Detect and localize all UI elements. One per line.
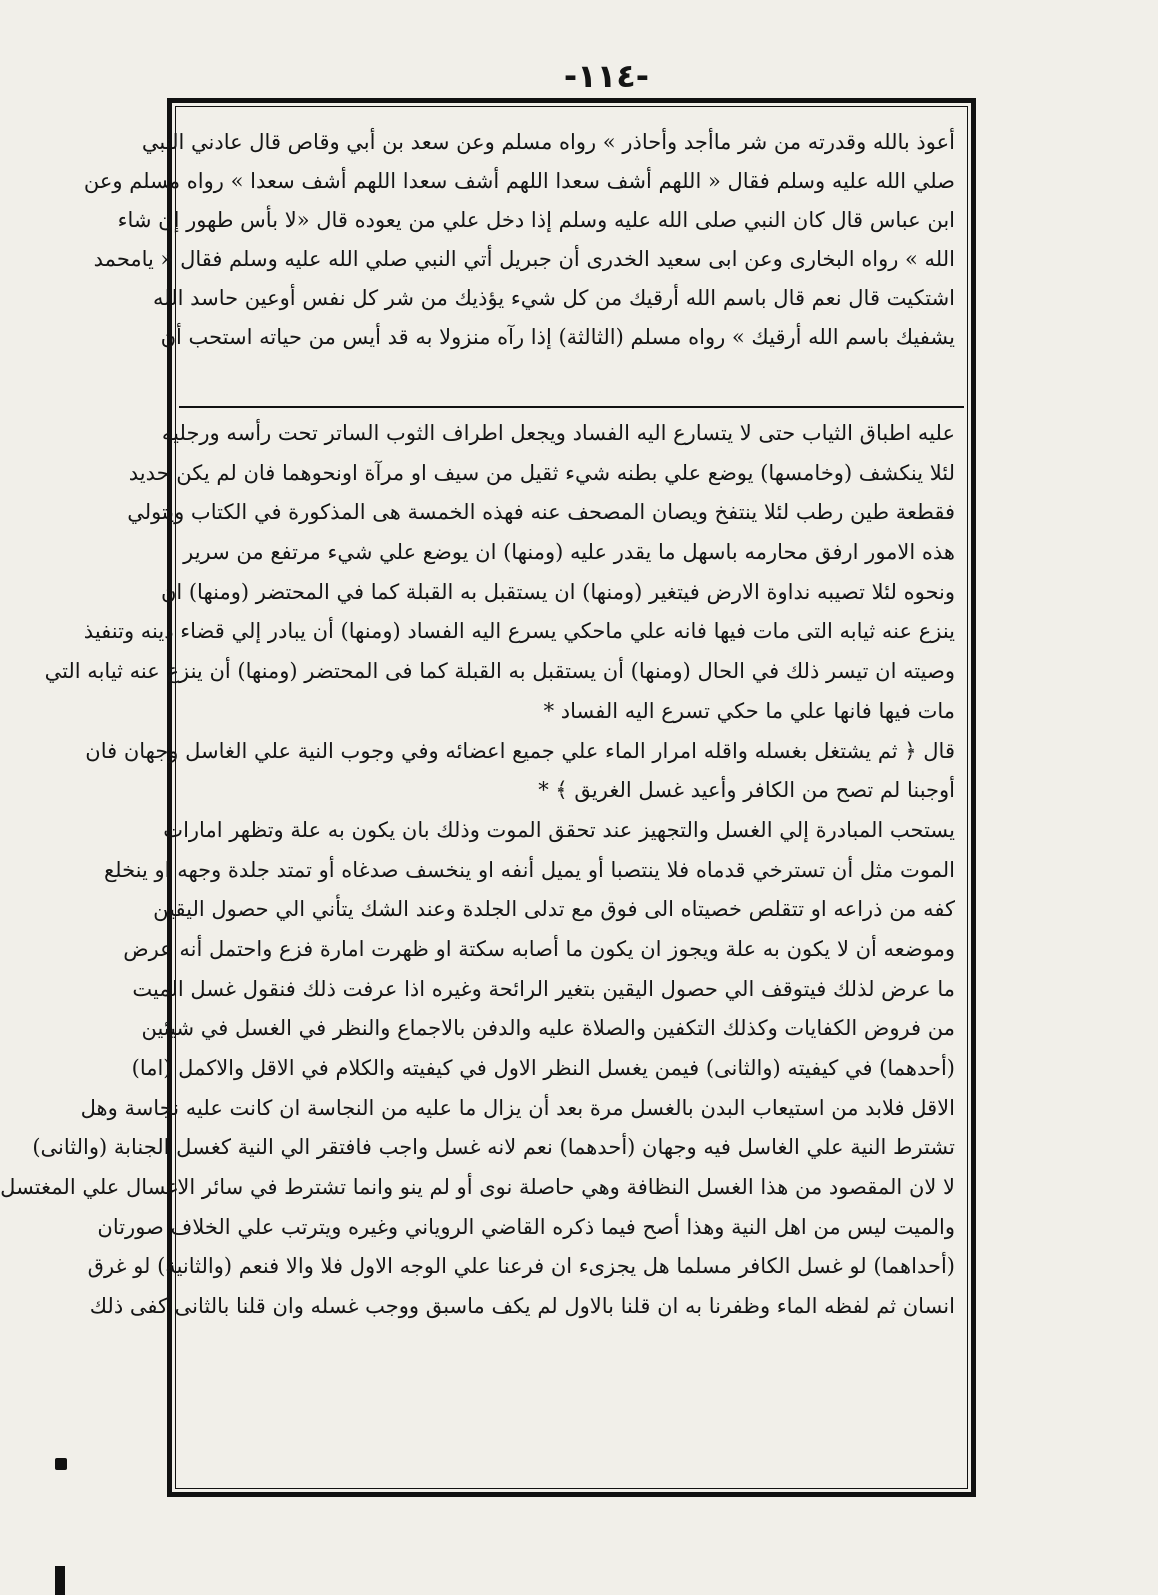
text-line: انسان ثم لفظه الماء وظفرنا به ان قلنا بالاول لم يكف ماسبق ووجب غسله وان قلنا بالثانى كفى ذلك <box>89 1294 955 1319</box>
text-line: الله » رواه البخارى وعن ابى سعيد الخدرى أن جبريل أتي النبي صلي الله عليه وسلم فقال « يامحمد <box>93 247 955 271</box>
page-number: -١١٤- <box>563 57 650 95</box>
text-line: ما عرض لذلك فيتوقف الي حصول اليقين بتغير الرائحة وغيره اذا عرفت ذلك فنقول غسل الميت <box>132 976 955 1001</box>
text-line: مات فيها فانها علي ما حكي تسرع اليه الفساد * <box>543 698 955 723</box>
text-line: قال ﴿ ثم يشتغل بغسله واقله امرار الماء علي جميع اعضائه وفي وجوب النية علي الغاسل وجهان فان <box>85 738 955 763</box>
text-line: كفه من ذراعه او تتقلص خصيتاه الى فوق مع تدلى الجلدة وعند الشك يتأني الي حصول اليقين <box>153 897 955 922</box>
main-text-top <box>83 123 955 357</box>
text-line: يستحب المبادرة إلي الغسل والتجهيز عند تحقق الموت وذلك بان يكون به علة وتظهر امارات <box>163 817 955 842</box>
text-line: عليه اطباق الثياب حتى لا يتسارع اليه الفساد ويجعل اطراف الثوب الساتر تحت رأسه ورجليه <box>161 421 955 445</box>
text-line: (أحداهما) لو غسل الكافر مسلما هل يجزىء ان فرعنا علي الوجه الاول فلا والا فنعم (والثانية) لو غرق <box>87 1254 955 1279</box>
text-line: الاقل فلابد من استيعاب البدن بالغسل مرة بعد أن يزال ما عليه من النجاسة ان كانت عليه نجاسة وهل <box>80 1095 955 1120</box>
text-line: يشفيك باسم الله أرقيك » رواه مسلم (الثالثة) إذا رآه منزولا به قد أيس من حياته استحب أن <box>160 325 955 349</box>
text-line: من فروض الكفايات وكذلك التكفين والصلاة عليه والدفن بالاجماع والنظر في الغسل في شيئين <box>141 1016 955 1041</box>
text-line: أوجبنا لم تصح من الكافر وأعيد غسل الغريق ﴾ * <box>538 778 955 803</box>
text-line: أعوذ بالله وقدرته من شر ماأجد وأحاذر » رواه مسلم وعن سعد بن أبي وقاص قال عادني النبي <box>141 130 955 154</box>
scan-edge-mark <box>55 1458 67 1470</box>
commentary-text <box>0 414 955 1327</box>
text-line: الموت مثل أن تسترخي قدماه فلا ينتصبا أو يميل أنفه او ينخسف صدغاه أو تمتد جلدة وجهه او ينخلع <box>104 857 955 882</box>
text-line: لا لان المقصود من هذا الغسل النظافة وهي حاصلة نوى أو لم ينو وانما تشترط في سائر الاغسال علي المغتسل <box>0 1175 955 1200</box>
text-line: وصيته ان تيسر ذلك في الحال (ومنها) أن يستقبل به القبلة كما فى المحتضر (ومنها) أن ينزع عنه ثيابه التي <box>44 659 955 684</box>
text-line: ابن عباس قال كان النبي صلى الله عليه وسلم إذا دخل علي من يعوده قال «لا بأس طهور إن شاء <box>117 208 955 232</box>
text-line: صلي الله عليه وسلم فقال « اللهم أشف سعدا اللهم أشف سعدا اللهم أشف سعدا » رواه مسلم وعن <box>83 169 955 193</box>
text-line: لئلا ينكشف (وخامسها) يوضع علي بطنه شيء ثقيل من سيف او مرآة اونحوهما فان لم يكن حديد <box>128 460 955 485</box>
text-line: تشترط النية علي الغاسل فيه وجهان (أحدهما) نعم لانه غسل واجب فافتقر الي النية كغسل الجنابة (والثانى) <box>32 1135 955 1160</box>
text-line: والميت ليس من اهل النية وهذا أصح فيما ذكره القاضي الروياني وغيره ويترتب علي الخلاف صورتان <box>97 1214 955 1239</box>
text-line: اشتكيت قال نعم قال باسم الله أرقيك من كل شيء يؤذيك من شر كل نفس أوعين حاسد الله <box>153 286 955 310</box>
section-divider <box>179 406 964 408</box>
text-line: هذه الامور ارفق محارمه باسهل ما يقدر عليه (ومنها) ان يوضع علي شيء مرتفع من سرير <box>183 540 955 565</box>
text-line: فقطعة طين رطب لئلا ينتفخ ويصان المصحف عنه فهذه الخمسة هى المذكورة في الكتاب ويتولي <box>127 500 955 525</box>
scan-edge-bar <box>55 1566 65 1595</box>
text-line: ينزع عنه ثيابه التى مات فيها فانه علي ماحكي يسرع اليه الفساد (ومنها) أن يبادر إلي قضاء دينه وتنفيذ <box>83 619 955 644</box>
text-line: وموضعه أن لا يكون به علة ويجوز ان يكون ما أصابه سكتة او ظهرت امارة فزع واحتمل أنه عرض <box>123 936 955 961</box>
text-line: ونحوه لئلا تصيبه نداوة الارض فيتغير (ومنها) ان يستقبل به القبلة كما في المحتضر (ومنها) ان <box>160 579 955 604</box>
text-line: (أحدهما) في كيفيته (والثانى) فيمن يغسل النظر الاول في كيفيته والكلام في الاقل والاكمل (اما) <box>131 1056 955 1080</box>
